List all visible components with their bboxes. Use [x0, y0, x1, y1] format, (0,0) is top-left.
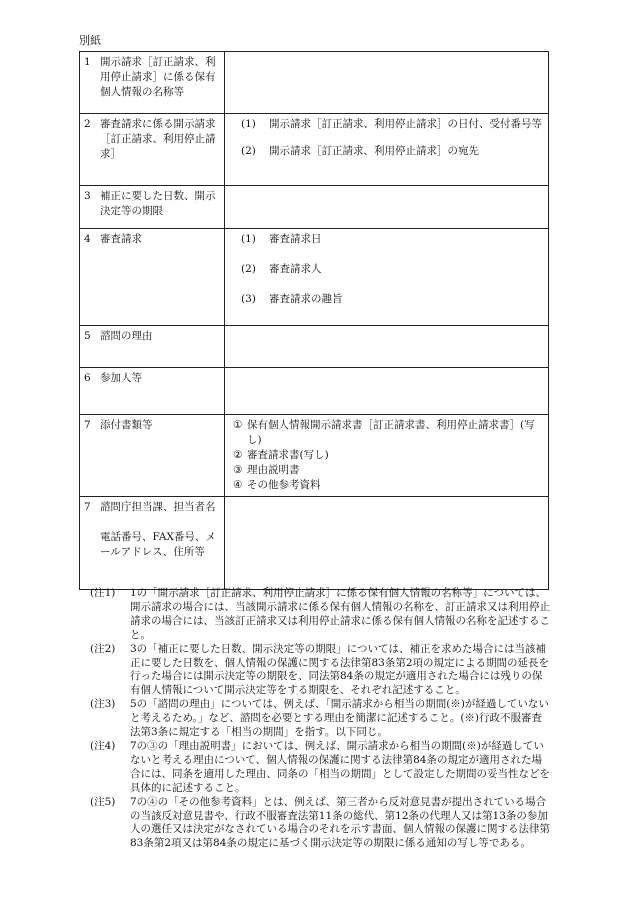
row-number: 1 [84, 56, 91, 68]
sub-item [241, 292, 544, 307]
note-label: (注4) [90, 739, 116, 752]
attachment-item [233, 478, 544, 493]
sub-item-text: 開示請求［訂正請求、利用停止請求］の日付、受付番号等 [269, 118, 542, 130]
attachment-item [233, 463, 544, 478]
sub-item-number: (2) [241, 145, 256, 157]
row-label-cell [80, 52, 225, 114]
table-row [80, 52, 549, 114]
sub-item-text: 開示請求［訂正請求、利用停止請求］の宛先 [269, 145, 479, 157]
row-value-cell [225, 52, 549, 114]
note-item [90, 796, 552, 852]
attachment-text: 理由説明書 [247, 464, 300, 476]
sub-item-number: (3) [241, 293, 256, 305]
row-value-cell [225, 368, 549, 415]
row-label-cell [80, 368, 225, 415]
row-value-cell [225, 326, 549, 368]
sub-item [241, 262, 544, 277]
attachment-text: 審査請求書(写し) [247, 449, 329, 461]
note-text: 3の「補正に要した日数、開示決定等の期限」については、補正を求めた場合には当該補正に要した日数を、個人情報の保護に関する法律第83条第2項の規定による期間の延長を行った場合には開示決定等の期限を、同法第84条の規定が適用された場合には残りの保有個人情報について開示決定等をする期限を、それぞれ記述すること。 [130, 642, 550, 697]
table-row [80, 114, 549, 186]
note-label: (注3) [90, 698, 116, 711]
attachment-item [233, 418, 544, 448]
note-item [90, 740, 552, 796]
table-row [80, 497, 549, 590]
row-value-cell [225, 229, 549, 326]
row-label-cell [80, 415, 225, 497]
row-label: 補正に要した日数、開示決定等の期限 [100, 190, 216, 217]
note-label: (注2) [90, 642, 116, 655]
row-number: 5 [84, 330, 91, 342]
sub-item-number: (1) [241, 233, 256, 245]
row-label: 開示請求［訂正請求、利用停止請求］に係る保有個人情報の名称等 [100, 56, 216, 98]
row-value-cell [225, 114, 549, 186]
row-label-cell [80, 114, 225, 186]
attachment-marker: ② [233, 449, 243, 461]
row-label-cell [80, 186, 225, 229]
sub-item-text: 審査請求の趣旨 [269, 293, 343, 305]
sub-item-number: (1) [241, 118, 256, 130]
row-value-cell [225, 497, 549, 590]
row-number: 7 [84, 501, 91, 513]
attachment-marker: ③ [233, 464, 243, 476]
consultation-form-table [79, 51, 549, 590]
attachment-text: その他参考資料 [247, 479, 321, 491]
note-item [90, 698, 552, 740]
sub-item [241, 232, 544, 247]
row-label-cell [80, 326, 225, 368]
sub-item [241, 144, 544, 159]
row-number: 4 [84, 233, 91, 245]
note-item [90, 587, 552, 643]
attachment-marker: ④ [233, 479, 243, 491]
row-label: 審査請求に係る開示請求［訂正請求、利用停止請求］ [100, 118, 216, 160]
table-row [80, 326, 549, 368]
row-label-contact: 電話番号、FAX番号、メールアドレス、住所等 [100, 531, 216, 558]
attachment-item [233, 448, 544, 463]
row-value-cell [225, 186, 549, 229]
note-label: (注5) [90, 795, 116, 808]
sub-item [241, 117, 544, 132]
attachment-text: 保有個人情報開示請求書［訂正請求書、利用停止請求書］(写し) [247, 419, 535, 446]
note-item [90, 643, 552, 699]
row-number: 7 [84, 419, 91, 431]
row-label: 審査請求 [100, 233, 142, 245]
row-label: 参加人等 [100, 372, 142, 384]
row-label: 添付書類等 [100, 419, 153, 431]
table-row [80, 229, 549, 326]
note-text: 1の「開示請求［訂正請求、利用停止請求］に係る保有個人情報の名称等」については、開示請求の場合には、当該開示請求に係る保有個人情報の名称を、訂正請求又は利用停止請求の場合には、当該訂正請求又は利用停止請求に係る保有個人情報の名称を記述すること。 [130, 587, 550, 641]
table-row [80, 415, 549, 497]
row-number: 3 [84, 190, 91, 202]
row-value-cell [225, 415, 549, 497]
row-label-cell [80, 497, 225, 590]
sub-item-number: (2) [241, 263, 256, 275]
table-row [80, 368, 549, 415]
table-row [80, 186, 549, 229]
row-label-cell [80, 229, 225, 326]
note-label: (注1) [90, 587, 116, 599]
attachment-caption: 別紙 [79, 34, 101, 47]
row-number: 2 [84, 118, 91, 130]
note-text: 5の「諮問の理由」については、例えば、「開示請求から相当の期間(※)が経過していないと考えるため。」など、諮問を必要とする理由を簡潔に記述すること。(※)行政不服審査法第3条に規定する「相当の期間」を指す。以下同じ。 [130, 698, 549, 739]
attachment-marker: ① [233, 419, 243, 431]
row-label: 諮問庁担当課、担当者名 [100, 501, 216, 513]
notes-section [90, 587, 552, 851]
row-label: 諮問の理由 [100, 330, 153, 342]
note-text: 7の③の「理由説明書」においては、例えば、開示請求から相当の期間(※)が経過していないと考える理由について、個人情報の保護に関する法律第84条の規定が適用された場合には、同条を適用した理由、同条の「相当の期間」として設定した期間の妥当性などを具体的に記述すること。 [130, 739, 550, 794]
sub-item-text: 審査請求日 [269, 233, 322, 245]
sub-item-text: 審査請求人 [269, 263, 322, 275]
note-text: 7の④の「その他参考資料」とは、例えば、第三者から反対意見書が提出されている場合の当該反対意見書や、行政不服審査法第11条の総代、第12条の代理人又は第13条の参加人の選任又は決定がなされている場合のそれを示す書面、個人情報の保護に関する法律第83条第2項又は第84条の規定に基づく開示決定等の期限に係る通知の写し等である。 [130, 795, 550, 850]
row-number: 6 [84, 372, 91, 384]
